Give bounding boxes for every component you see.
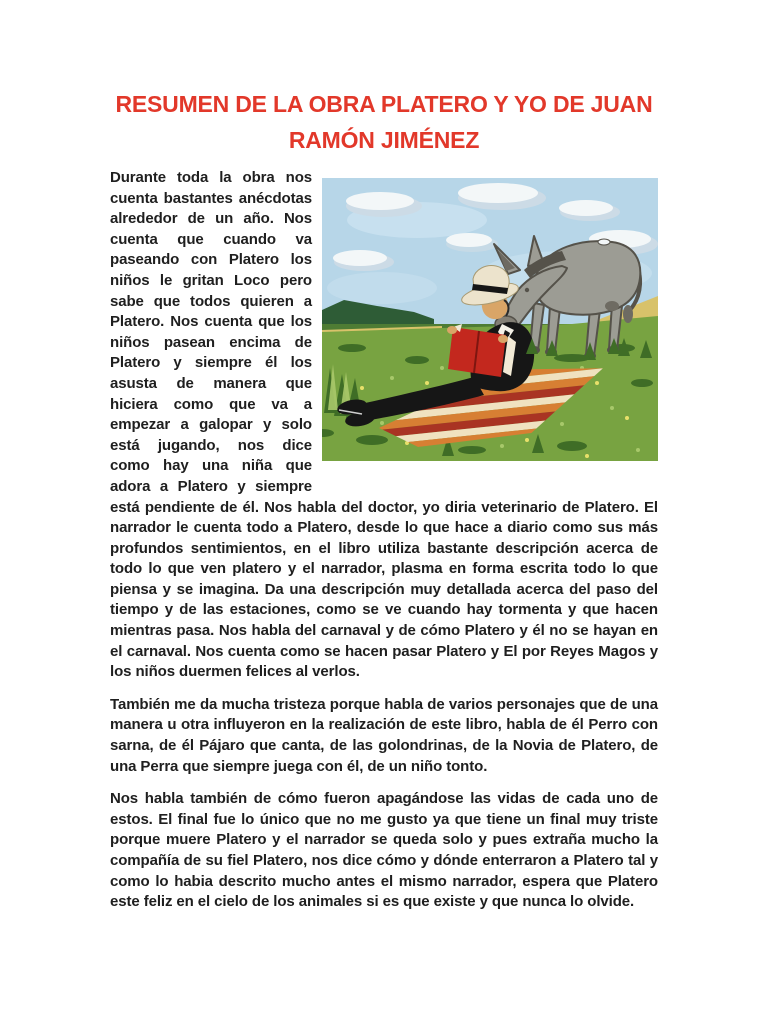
page-title	[0, 0, 768, 158]
document-body	[110, 168, 658, 913]
page-title-line-2: RAMÓN JIMÉNEZ	[288, 127, 480, 153]
paragraph-1	[110, 168, 658, 683]
paragraph-2	[110, 695, 658, 777]
platero-illustration	[312, 168, 658, 496]
paragraph-2-text: También me da mucha tristeza porque habla de varios personajes que de una manera u otra influyeron en la realización de este libro, habla de él Perro con sarna, de él Pájaro que canta, de las golondrinas, de la Novia de Platero, de una Perra que siempre juega con él, de un niño tonto.	[110, 695, 658, 775]
paragraph-1-text: Durante toda la obra nos cuenta bastantes anécdotas alrededor de un año. Nos cuenta que cuando va paseando con Platero los niños le gritan Loco pero sabe que todos quieren a Platero. Nos cuenta que los niños pasean encima de Platero y siempre él los asusta de manera que hiciera como que va a empezar a galopar y solo está jugando, nos dice como hay una niña que adora a Platero y siempre está pendiente de él. Nos habla del doctor, yo diria veterinario de Platero. El narrador le cuenta todo a Platero, desde lo que hace a diario como sus más profundos sentimientos, en el libro utiliza bastante descripción acerca de todo lo que ven platero y el narrador, plasma en forma escrita todo lo que piensa y se imagina. Da una descripción muy detallada acerca del paso del tiempo y de las estaciones, como se ve cuando hay tormenta y que hacen mientras pasa. Nos habla del carnaval y de cómo Platero y él no se hayan en el carnaval. Nos cuenta como se hacen pasar Platero y El por Reyes Magos y los niños duermen felices al verlos.	[110, 169, 658, 681]
paragraph-3-text: Nos habla también de cómo fueron apagándose las vidas de cada uno de estos. El final fue lo único que no me gusto ya que tiene un final muy triste porque muere Platero y el narrador se queda solo y pues extraña mucho la compañía de su fiel Platero, nos dice cómo y dónde enterraron a Platero tal y como lo habia descrito mucho antes el mismo narrador, espera que Platero este feliz en el cielo de los animales si es que existe y que nunca lo olvide.	[110, 790, 658, 911]
paragraph-3	[110, 789, 658, 913]
page-title-line-1: RESUMEN DE LA OBRA PLATERO Y YO DE JUAN	[115, 91, 653, 117]
